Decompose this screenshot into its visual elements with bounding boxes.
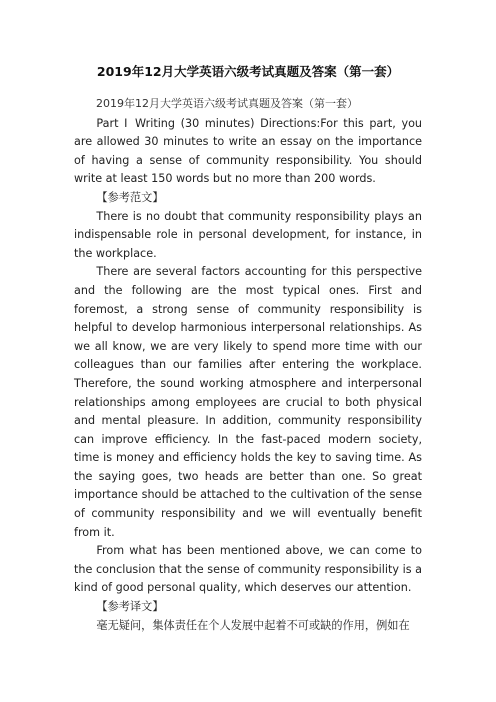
document-subtitle: 2019年12月大学英语六级考试真题及答案（第一套） xyxy=(96,97,358,110)
translation-heading: 【参考译文】 xyxy=(96,600,164,614)
directions-paragraph: Part Ⅰ Writing (30 minutes) Directions:For this part, you are allowed 30 minutes to write an essay on the importance of having a sense of community responsibility. You should write at least 150 words but no more than 200 words. xyxy=(74,116,422,186)
essay-paragraph-1: There is no doubt that community responsibility plays an indispensable role in personal development, for instance, in the workplace. xyxy=(74,209,422,260)
essay-paragraph-3: From what has been mentioned above, we can come to the conclusion that the sense of community responsibility is a kind of good personal quality, which deserves our attention. xyxy=(74,544,422,595)
document-title: 2019年12月大学英语六级考试真题及答案（第一套） xyxy=(96,64,400,79)
model-essay-heading: 【参考范文】 xyxy=(96,190,164,204)
translation-paragraph: 毫无疑问，集体责任在个人发展中起着不可或缺的作用，例如在 xyxy=(96,618,410,632)
essay-paragraph-2: There are several factors accounting for this perspective and the following are the most typical ones. First and foremost, a strong sense of community responsibility is helpful to develop harmonious interpersonal relationships. As we all know, we are very likely to spend more time with our colleagues than our families after entering the workplace. Therefore, the sound working atmosphere and interpersonal relationships among employees are crucial to both physical and mental pleasure. In addition, community responsibility can improve efficiency. In the fast-paced modern society, time is money and efficiency holds the key to saving time. As the saying goes, two heads are better than one. So great importance should be attached to the cultivation of the sense of community responsibility and we will eventually benefit from it. xyxy=(74,265,422,539)
